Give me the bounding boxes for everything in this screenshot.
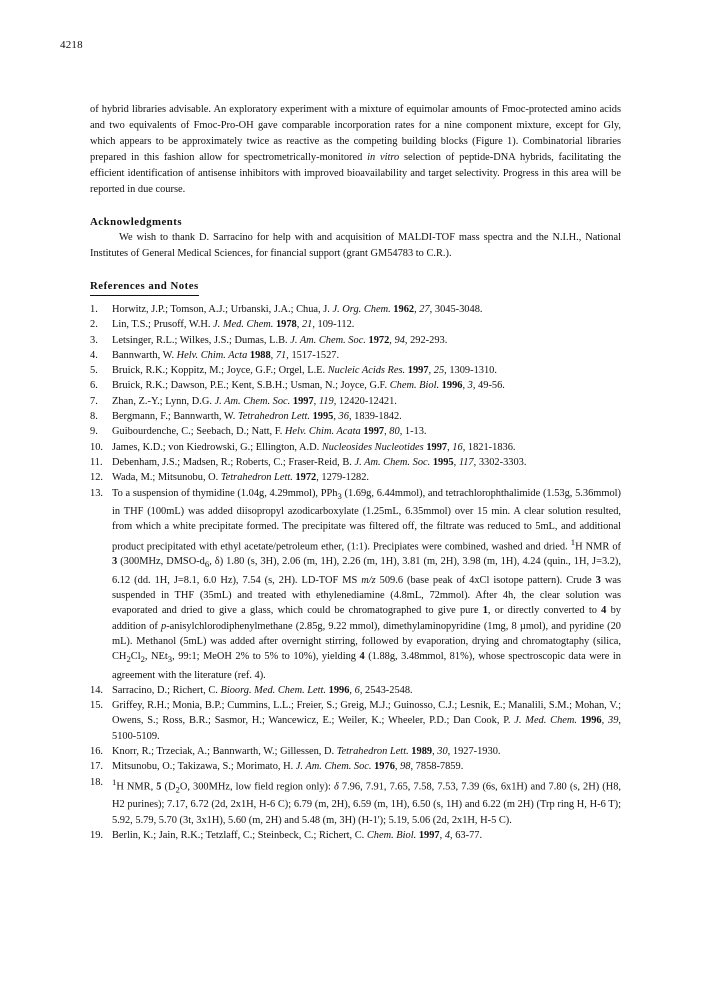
body-paragraph (90, 102, 621, 198)
reference-text: Zhan, Z.-Y.; Lynn, D.G. (112, 395, 215, 407)
reference-number: 16. (90, 746, 103, 758)
reference-text: 1997 (426, 441, 448, 453)
reference-text: 3 (167, 654, 173, 665)
reference-text: 1989 (411, 746, 433, 758)
reference-number: 12. (90, 472, 103, 484)
reference-text: J. Am. Chem. Soc. (214, 395, 291, 407)
reference-item (90, 378, 621, 393)
reference-text: m/z (361, 574, 376, 586)
body-italic-text: in vitro (367, 152, 400, 163)
reference-number: 18. (90, 776, 103, 788)
reference-item (90, 775, 621, 828)
reference-item (90, 363, 621, 378)
reference-text: Debenham, J.S.; Madsen, R.; Roberts, C.; Fraser-Reid, B. (112, 456, 355, 468)
reference-item (90, 828, 621, 843)
reference-text: 1978 (275, 319, 297, 331)
reference-text: , 7858-7859. (410, 761, 464, 773)
reference-text: , (601, 715, 608, 727)
reference-number: 10. (90, 441, 103, 453)
reference-item (90, 394, 621, 409)
reference-text: Knorr, R.; Trzeciak, A.; Bannwarth, W.; Gillessen, D. (112, 746, 337, 758)
body-text: of hybrid libraries advisable. An exploratory experiment with a mixture of equimolar amounts of Fmoc-protected amino acids and two equivalents of Fmoc-Pro-OH gave comparable incorporation rates for a nine component mixture, except for Gly, which appears to be approximately twice as reactive as the competing building blocks (Figure 1). Combinatorial libraries prepared in this fashion allow for spectrometrically-monitored (90, 104, 621, 163)
reference-text: James, K.D.; von Kiedrowski, G.; Ellington, A.D. (112, 441, 322, 453)
reference-item (90, 698, 621, 744)
reference-text: Horwitz, J.P.; Tomson, A.J.; Urbanski, J.A.; Chua, J. (112, 304, 333, 315)
reference-item (90, 333, 621, 348)
reference-text: , NEt (144, 651, 168, 663)
reference-text: , 63-77. (450, 830, 483, 842)
reference-text: , (296, 319, 302, 331)
reference-text: 2 (175, 784, 180, 795)
reference-text: Cl (130, 651, 141, 663)
reference-text: Bannwarth, W. (112, 349, 177, 361)
reference-text: 1988 (249, 349, 271, 361)
reference-text: Berlin, K.; Jain, R.K.; Tetzlaff, C.; Steinbeck, C.; Richert, C. (112, 830, 367, 842)
reference-number: 9. (90, 426, 98, 438)
reference-text: 4 (359, 651, 365, 663)
reference-text: Nucleic Acids Res. (327, 365, 406, 377)
reference-text: , 1927-1930. (447, 746, 501, 758)
reference-item (90, 424, 621, 439)
reference-number: 7. (90, 395, 98, 407)
reference-text: , 5100-5109. (112, 715, 621, 742)
reference-item (90, 409, 621, 424)
reference-text: , 1309-1310. (444, 365, 497, 377)
reference-text: , (439, 830, 445, 842)
reference-text: 30 (437, 746, 448, 758)
page-number: 4218 (60, 39, 83, 51)
reference-text: 4 (601, 605, 607, 617)
reference-text: 509.6 (base peak of 4xCl isotope pattern). Crude (375, 574, 596, 586)
reference-text: Nucleosides Nucleotides (321, 441, 424, 453)
reference-number: 17. (90, 761, 103, 773)
reference-text: 1996 (328, 684, 350, 696)
reference-text: (1.69g, 6.44mmol), and tetrachlorophthalimide (1.53g, 5.36mmol) in THF (100mL) was added diisopropyl azodicarboxylate (1.25mL, 6.35mmol) over 15 min. A clear solution resulted, from which a white precipitate formed. The precipitate was filtered off, the filtrate was reduced to 5mL, and additional product precipitated with ethyl acetate/petroleum ether, (1:1). Precipiates were combined, washed and dried. (112, 487, 621, 552)
reference-text: To a suspension of thymidine (1.04g, 4.29mmol), PPh (112, 487, 338, 499)
reference-text: (1.88g, 3.48mmol, 81%), whose spectroscopic data were in agreement with the literature (ref. 4). (112, 651, 621, 681)
reference-text: Sarracino, D.; Richert, C. (112, 684, 221, 696)
reference-item (90, 744, 621, 759)
reference-text: 5 (156, 781, 162, 793)
reference-number: 14. (90, 684, 103, 696)
reference-text: J. Med. Chem. (213, 319, 274, 331)
reference-text: , 3302-3303. (473, 456, 527, 468)
reference-text: 2 (126, 654, 131, 665)
reference-item (90, 486, 621, 683)
reference-text: 1976 (374, 761, 395, 773)
reference-text: 1997 (407, 365, 429, 377)
reference-text: -anisylchlorodiphenylmethane (2.85g, 9.22 mmol), dimethylaminopyridine (1mg, 8 µmol), and pyridine (20 mL). Methanol (5mL) was added after overnight stirring, followed by evaporation, drying and chromatogtaphy (silica, CH (112, 620, 621, 663)
article-body (90, 102, 621, 843)
references-heading: References and Notes (90, 279, 199, 296)
reference-text: Helv. Chim. Acata (284, 426, 361, 438)
reference-text: H NMR, (116, 781, 157, 793)
reference-text: 98 (400, 761, 411, 773)
reference-text: , (270, 349, 276, 361)
reference-text: Bruick, R.K.; Dawson, P.E.; Kent, S.B.H.; Usman, N.; Joyce, G.F. (112, 380, 390, 392)
reference-text: Lin, T.S.; Prusoff, W.H. (112, 319, 214, 331)
reference-text: 1997 (418, 830, 440, 842)
body-text: selection of peptide-DNA hybrids, facilitating the efficient identification of antisense inhibitors with improved bioavailability and target selectivity. Progress in this area will be reported in due course. (90, 152, 621, 195)
reference-text: 1995 (312, 411, 334, 423)
reference-text: 1996 (580, 715, 602, 727)
reference-text: , 99:1; MeOH 2% to 5% to 10%), yielding (172, 651, 360, 663)
reference-text: 94 (394, 334, 405, 346)
reference-text: , (384, 426, 390, 438)
reference-text: Chem. Biol. (389, 380, 440, 392)
reference-text: 1972 (368, 334, 390, 346)
reference-text: , (414, 304, 420, 315)
reference-text: , 1279-1282. (316, 472, 370, 484)
reference-text: Griffey, R.H.; Monia, B.P.; Cummins, L.L.; Freier, S.; Greig, M.J.; Guinosso, C.J.; Lesnik, E.; Manalili, S.M.; Mohan, V.; Owens, S.; Ross, B.R.; Sasmor, H.; Wancewicz, E.; Weiler, K.; Wheeler, P.D.; Dan Cook, P. (112, 700, 621, 727)
reference-item (90, 683, 621, 698)
reference-number: 4. (90, 349, 98, 361)
reference-text: 1997 (292, 395, 314, 407)
reference-text: 3 (595, 574, 601, 586)
reference-text: by addition of (112, 605, 621, 632)
reference-text: 3 (337, 490, 342, 501)
reference-text: Letsinger, R.L.; Wilkes, J.S.; Dumas, L.B. (112, 334, 291, 346)
reference-text: , 109-112. (312, 319, 355, 331)
reference-number: 2. (90, 319, 98, 331)
reference-number: 6. (90, 380, 98, 392)
reference-text: Tetrahedron Lett. (237, 411, 310, 423)
reference-text: 119 (318, 395, 334, 407)
reference-text: 27 (419, 304, 430, 315)
reference-text: , 49-56. (472, 380, 505, 392)
reference-text: δ (333, 781, 339, 793)
reference-text: 6 (354, 684, 360, 696)
reference-item (90, 302, 621, 317)
reference-text: J. Org. Chem. (332, 304, 391, 315)
reference-text: 25 (433, 365, 445, 377)
reference-text: Chem. Biol. (366, 830, 417, 842)
reference-text: Wada, M.; Mitsunobu, O. (112, 472, 221, 484)
reference-text: 21 (301, 319, 313, 331)
reference-text: , 1517-1527. (286, 349, 340, 361)
reference-text: , (453, 456, 459, 468)
reference-text: Tetrahedron Lett. (220, 472, 293, 484)
reference-text: 7.96, 7.91, 7.65, 7.58, 7.53, 7.39 (6s, 6x1H) and 7.80 (s, 2H) (H8, H2 purines); 7.17, 6.72 (2d, 2x1H, H-6 C); 6.79 (m, 2H), 6.59 (m, 1H), 6.50 (s, 1H) and 6.22 (m 2H) (Trp ring H, H-6 T); 5.92, 5.79, 5.70 (3t, 3x1H), 5.60 (m, 2H) and 5.48 (m, 3H) (H-1'); 5.19, 5.06 (2d, 2x1H, H-5 C). (112, 781, 621, 826)
reference-text: 1995 (432, 456, 454, 468)
reference-text: 3 (112, 556, 118, 568)
reference-list (90, 302, 621, 843)
reference-text: 1997 (363, 426, 385, 438)
reference-text: Bergmann, F.; Bannwarth, W. (112, 411, 238, 423)
reference-number: 11. (90, 456, 103, 468)
reference-text: (D (161, 781, 176, 793)
reference-text: 39 (608, 715, 619, 727)
reference-text: 1962 (393, 304, 415, 315)
reference-text: Guibourdenche, C.; Seebach, D.; Natt, F. (112, 426, 285, 438)
reference-text: , 3045-3048. (429, 304, 483, 315)
reference-item (90, 440, 621, 455)
reference-text: , (313, 395, 319, 407)
reference-text: 36 (338, 411, 349, 423)
reference-item (90, 348, 621, 363)
reference-text: , or directly converted to (487, 605, 602, 617)
acknowledgments-text: We wish to thank D. Sarracino for help with and acquisition of MALDI-TOF mass spectra and the N.I.H., National Institutes of General Medical Sciences, for financial support (grant GM54783 to C.R.). (90, 232, 621, 259)
reference-text: 1 (112, 776, 117, 787)
reference-number: 15. (90, 700, 103, 712)
reference-text: , 1839-1842. (348, 411, 402, 423)
reference-text: , 2543-2548. (359, 684, 413, 696)
reference-item (90, 759, 621, 774)
reference-text: , 1821-1836. (462, 441, 516, 453)
reference-item (90, 455, 621, 470)
reference-number: 19. (90, 830, 103, 842)
reference-text: 6 (204, 559, 210, 570)
reference-text: 2 (140, 654, 145, 665)
reference-text: 117 (458, 456, 474, 468)
reference-number: 1. (90, 304, 98, 315)
reference-text: 3 (467, 380, 473, 392)
reference-text: , (428, 365, 434, 377)
reference-text: , (447, 441, 453, 453)
reference-text: H NMR of (575, 541, 621, 552)
reference-text: 16 (452, 441, 463, 453)
reference-text: Bruick, R.K.; Koppitz, M.; Joyce, G.F.; Orgel, L.E. (112, 365, 328, 377)
reference-item (90, 317, 621, 332)
reference-text: , (394, 761, 401, 773)
reference-text: , (389, 334, 395, 346)
reference-text: 4 (444, 830, 451, 842)
reference-text: 1996 (441, 380, 463, 392)
reference-text: Mitsunobu, O.; Takizawa, S.; Morimato, H. (112, 761, 296, 773)
reference-text: J. Med. Chem. (514, 715, 577, 727)
reference-number: 3. (90, 334, 98, 346)
reference-text: , 1-13. (399, 426, 427, 438)
reference-text: , (432, 746, 438, 758)
reference-text: p (161, 620, 167, 632)
reference-text: J. Am. Chem. Soc. (354, 456, 431, 468)
reference-text: J. Am. Chem. Soc. (290, 334, 366, 346)
reference-text: , (462, 380, 468, 392)
reference-text: was suspended in THF (35mL) and treated with ethylenediamine (4.8mL, 72mmol). After 4h, the clear solution was evaporated and dried to give a glass, which could be chromatographed to give pure (112, 574, 621, 617)
reference-text: Bioorg. Med. Chem. Lett. (220, 684, 327, 696)
reference-text: Tetrahedron Lett. (336, 746, 409, 758)
reference-text: 71 (275, 349, 287, 361)
acknowledgments-heading: Acknowledgments (90, 216, 183, 228)
reference-text: 80 (389, 426, 400, 438)
reference-text: 1 (482, 605, 488, 617)
reference-number: 13. (90, 487, 103, 499)
reference-text: 1 (570, 536, 576, 547)
reference-number: 8. (90, 411, 98, 423)
reference-text: 1972 (295, 472, 317, 484)
reference-text: (300MHz, DMSO-d (117, 556, 205, 568)
reference-text: , (333, 411, 339, 423)
reference-text: , 292-293. (404, 334, 448, 346)
reference-text: O, 300MHz, low field region only): (179, 781, 334, 793)
reference-text: J. Am. Chem. Soc. (295, 761, 372, 773)
reference-text: , 12420-12421. (333, 395, 397, 407)
reference-text: , δ) 1.80 (s, 3H), 2.06 (m, 1H), 2.26 (m, 1H), 3.81 (m, 2H), 3.98 (m, 1H), 4.24 (quin., 1H, J=3.2), 6.12 (dd. 1H, J=8.1, 6.0 Hz), 7.54 (s, 2H). LD-TOF MS (112, 556, 621, 586)
reference-text: , (349, 684, 355, 696)
reference-text: Helv. Chim. Acta (176, 349, 248, 361)
reference-number: 5. (90, 365, 98, 377)
reference-item (90, 470, 621, 485)
